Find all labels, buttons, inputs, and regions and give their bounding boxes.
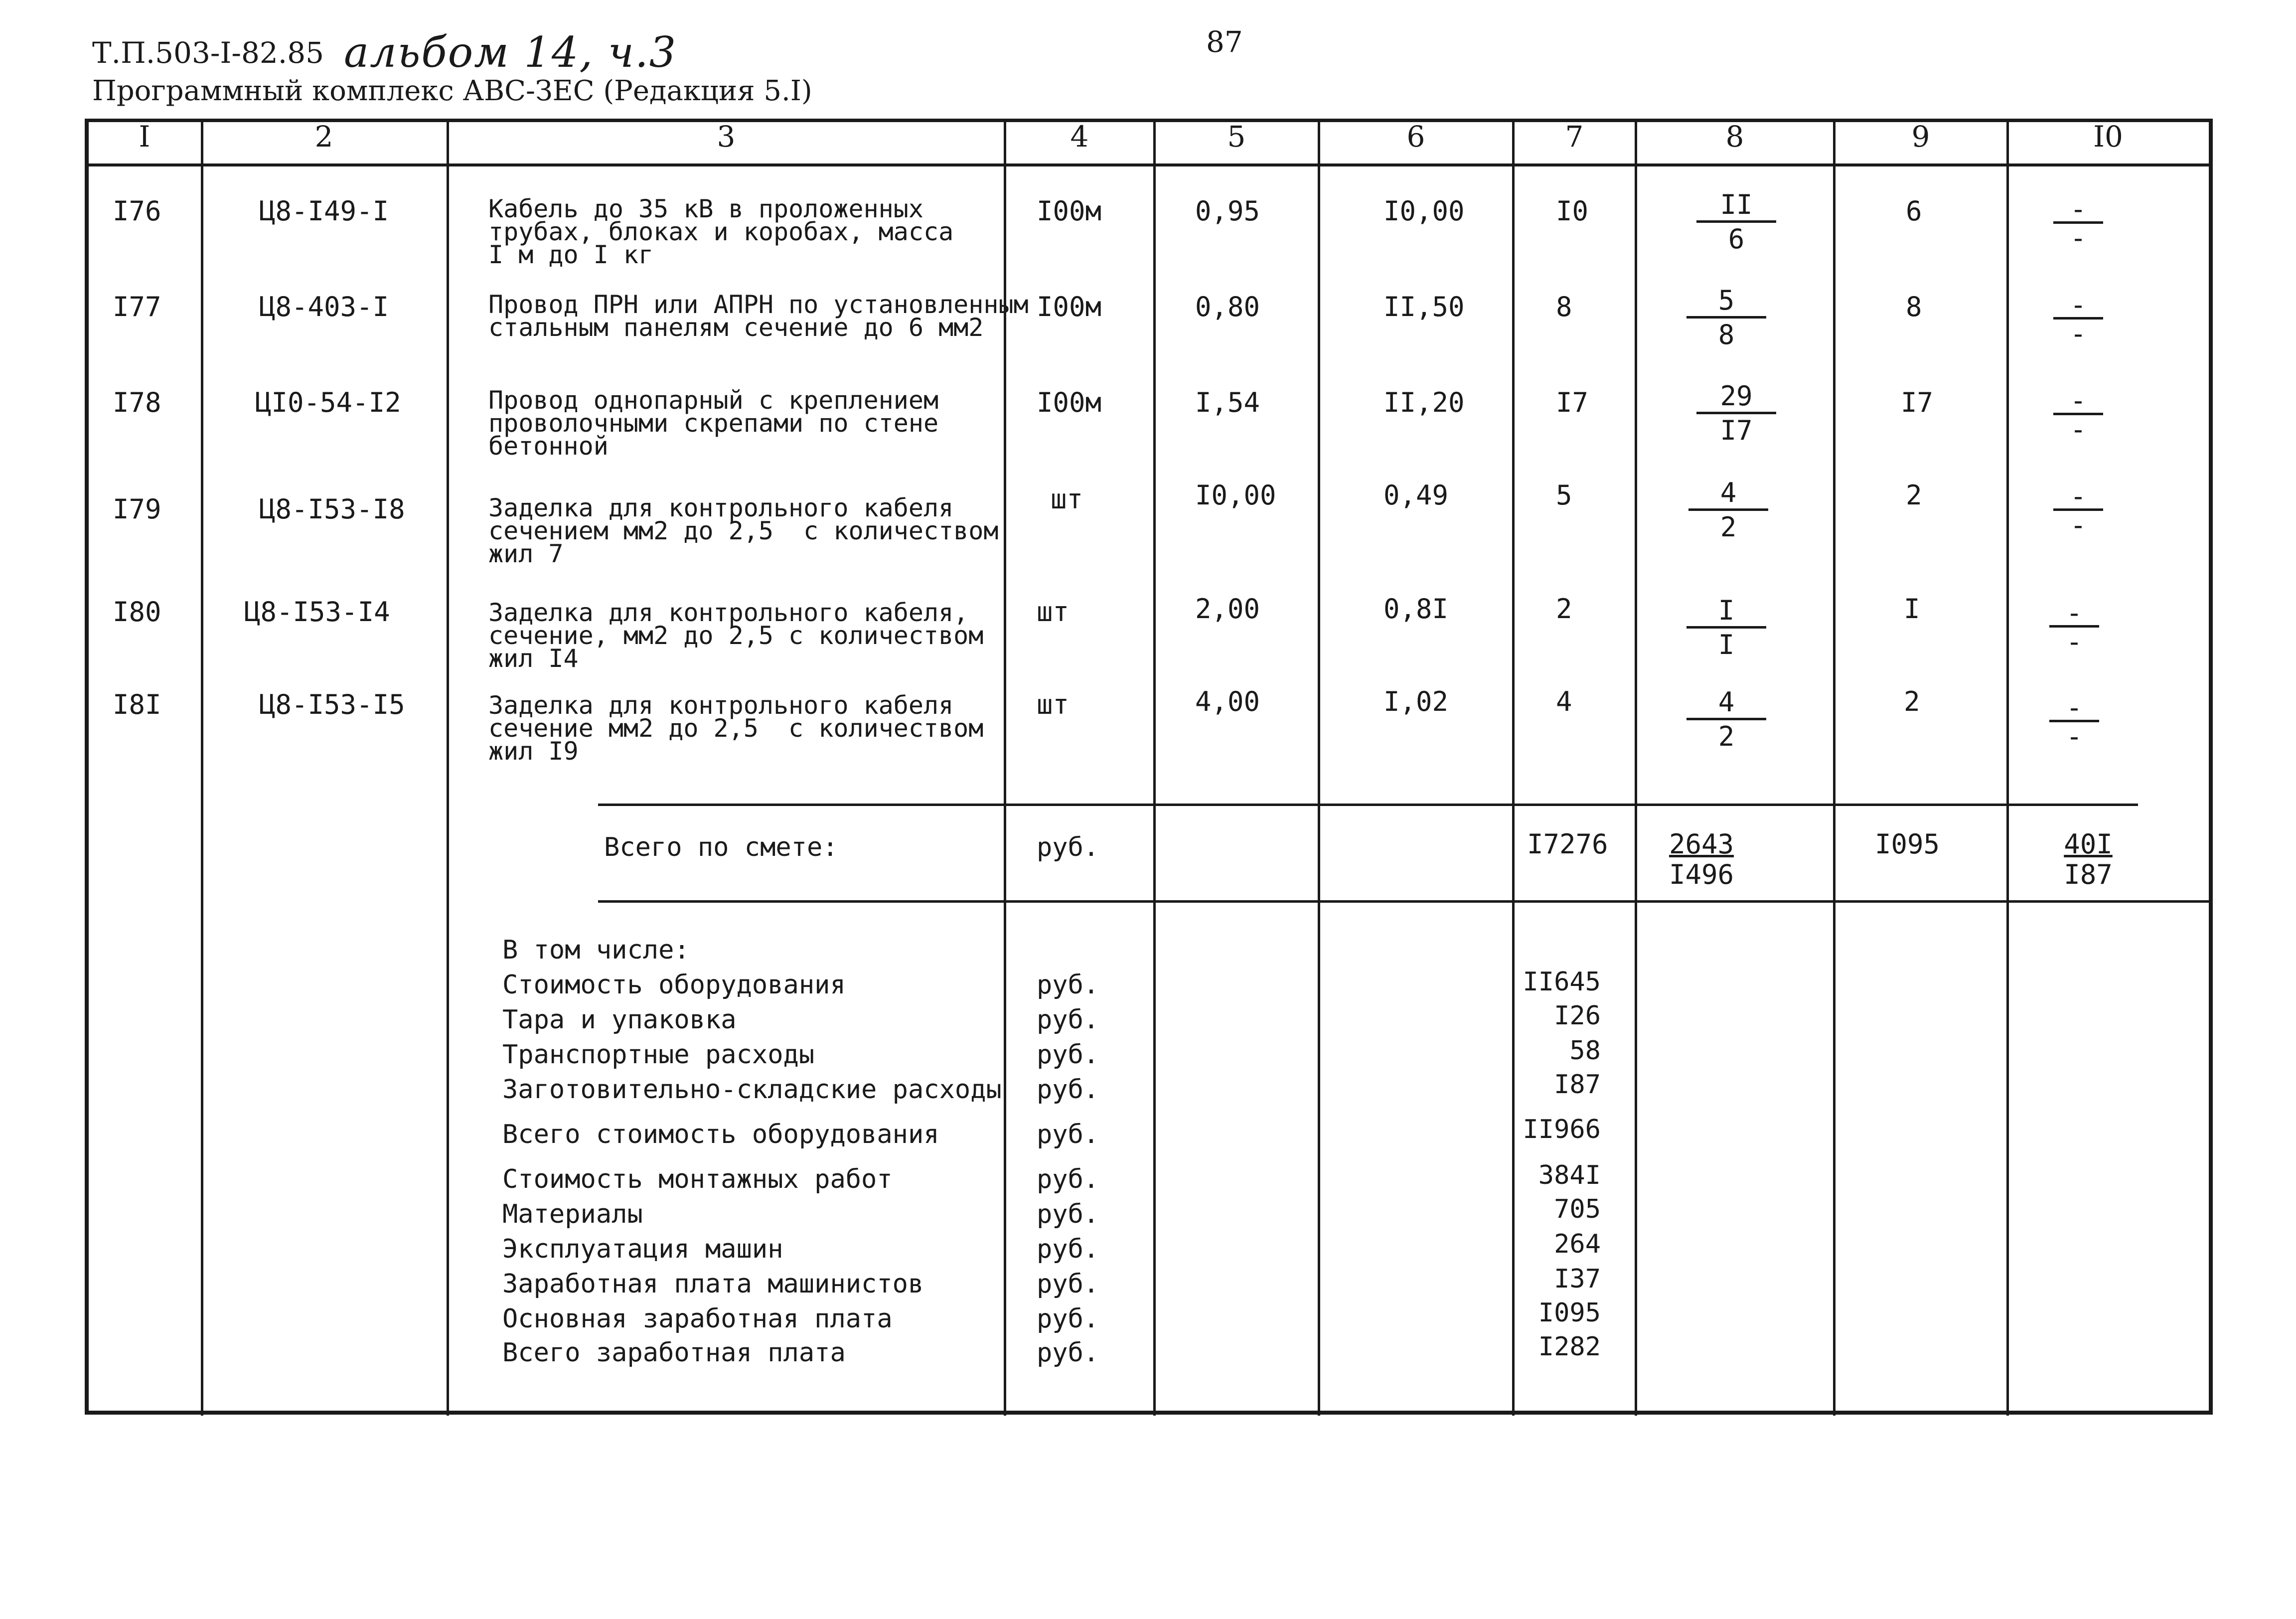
breakdown-label: Материалы: [502, 1199, 643, 1229]
breakdown-unit: руб.: [1037, 1234, 1099, 1264]
breakdown-value: II966: [1523, 1115, 1601, 1144]
row-col7: 4: [1556, 686, 1572, 717]
row-description: Заделка для контрольного кабеля сечение мм2 до 2,5 с количеством жил I9: [488, 691, 984, 766]
row-col10-fraction: - -: [2049, 698, 2099, 751]
row-col8-fraction: $\frac{4}{2}$: [1686, 687, 1766, 753]
row-col9: I7: [1901, 387, 1934, 418]
breakdown-value: 384I: [1538, 1160, 1601, 1190]
breakdown-label: Заработная плата машинистов: [502, 1269, 924, 1299]
row-col5: I,54: [1195, 387, 1260, 418]
row-col10-fraction: - -: [2053, 486, 2103, 540]
column-divider: [1512, 120, 1515, 1416]
row-code: Ц8-I53-I8: [259, 493, 405, 525]
row-col6: 0,49: [1383, 480, 1449, 511]
row-unit: шт: [1037, 596, 1070, 628]
row-col7: 2: [1556, 593, 1572, 625]
row-col10-fraction: - -: [2053, 199, 2103, 253]
row-col10-fraction: - -: [2053, 391, 2103, 444]
row-code: Ц8-I53-I4: [244, 596, 390, 628]
column-number: 9: [1911, 120, 1930, 154]
row-description: Провод ПРН или АПРН по установленным стальным панелям сечение до 6 мм2: [488, 290, 1029, 342]
total-col9: I095: [1875, 828, 1940, 860]
row-number: I79: [113, 493, 161, 525]
row-col5: 0,80: [1195, 291, 1260, 323]
row-col7: I0: [1556, 195, 1589, 227]
total-col7: I7276: [1527, 828, 1608, 860]
row-number: I80: [113, 596, 161, 628]
row-col5: I0,00: [1195, 480, 1276, 511]
breakdown-unit: руб.: [1037, 970, 1099, 1000]
breakdown-value: II645: [1523, 967, 1601, 997]
row-number: I8I: [113, 689, 161, 720]
row-unit: I00м: [1037, 387, 1102, 418]
total-bottom-rule: [598, 900, 2213, 903]
column-number: 3: [717, 120, 736, 154]
breakdown-unit: руб.: [1037, 1199, 1099, 1229]
breakdown-unit: руб.: [1037, 1120, 1099, 1149]
row-col9: 2: [1906, 480, 1922, 511]
document-code: Т.П.503-I-82.85: [92, 36, 324, 70]
breakdown-unit: руб.: [1037, 1304, 1099, 1334]
row-col7: 5: [1556, 480, 1572, 511]
row-col10-fraction: - -: [2049, 603, 2099, 656]
breakdown-value: I26: [1554, 1001, 1601, 1031]
row-unit: шт: [1051, 484, 1083, 515]
breakdown-value: 705: [1554, 1194, 1601, 1224]
total-label: Всего по смете:: [604, 832, 838, 862]
program-title: Программный комплекс АВС-ЗЕС (Редакция 5.I): [92, 75, 812, 107]
row-col8-fraction: $\frac{4}{2}$: [1688, 478, 1768, 544]
row-code: Ц8-I53-I5: [259, 689, 405, 720]
breakdown-label: Транспортные расходы: [502, 1040, 815, 1070]
row-col6: II,20: [1383, 387, 1465, 418]
breakdown-label: Тара и упаковка: [502, 1005, 737, 1035]
column-divider: [1318, 120, 1320, 1416]
breakdown-label: Стоимость оборудования: [502, 970, 846, 1000]
row-col9: I: [1904, 593, 1920, 625]
column-divider: [1153, 120, 1156, 1416]
breakdown-label: Всего стоимость оборудования: [502, 1120, 939, 1149]
row-col8-fraction: $\frac{II}{6}$: [1696, 189, 1776, 256]
column-number: 7: [1565, 120, 1584, 154]
breakdown-value: I87: [1554, 1070, 1601, 1100]
breakdown-value: 58: [1569, 1036, 1601, 1066]
column-number: I0: [2093, 120, 2123, 154]
breakdown-label: Стоимость монтажных работ: [502, 1164, 893, 1194]
total-col10-fraction: $\frac{40I}{I87}$: [2064, 828, 2113, 890]
column-divider: [1833, 120, 1836, 1416]
row-col8-fraction: $\frac{5}{8}$: [1686, 285, 1766, 351]
row-col6: 0,8I: [1383, 593, 1449, 625]
column-number: 4: [1070, 120, 1089, 154]
row-col9: 6: [1906, 195, 1922, 227]
breakdown-unit: руб.: [1037, 1269, 1099, 1299]
column-number: 8: [1725, 120, 1744, 154]
row-col9: 2: [1904, 686, 1920, 717]
breakdown-value: I095: [1538, 1298, 1601, 1328]
row-description: Заделка для контрольного кабеля сечением мм2 до 2,5 с количеством жил 7: [488, 493, 999, 568]
column-number: 2: [314, 120, 333, 154]
row-col10-fraction: - -: [2053, 295, 2103, 348]
row-unit: шт: [1037, 689, 1070, 720]
row-col7: 8: [1556, 291, 1572, 323]
row-col8-fraction: $\frac{I}{I}$: [1686, 595, 1766, 661]
breakdown-value: 264: [1554, 1229, 1601, 1259]
total-top-rule: [598, 804, 2138, 806]
column-number: I: [139, 120, 151, 154]
column-divider: [447, 120, 449, 1416]
breakdown-value: I37: [1554, 1264, 1601, 1294]
page-number: 87: [1206, 25, 1243, 59]
row-description: Заделка для контрольного кабеля, сечение, мм2 до 2,5 с количеством жил I4: [488, 598, 984, 673]
row-col9: 8: [1906, 291, 1922, 323]
breakdown-title: В том числе:: [502, 935, 690, 965]
header-rule: [85, 163, 2213, 166]
handwritten-note: альбом 14, ч.3: [344, 28, 677, 77]
estimate-table: [85, 119, 2213, 1415]
row-number: I77: [113, 291, 161, 323]
row-col5: 0,95: [1195, 195, 1260, 227]
breakdown-unit: руб.: [1037, 1338, 1099, 1368]
row-col6: II,50: [1383, 291, 1465, 323]
breakdown-value: I282: [1538, 1332, 1601, 1362]
total-unit: руб.: [1037, 832, 1099, 862]
row-number: I78: [113, 387, 161, 418]
breakdown-unit: руб.: [1037, 1164, 1099, 1194]
breakdown-unit: руб.: [1037, 1005, 1099, 1035]
column-divider: [1635, 120, 1637, 1416]
breakdown-label: Эксплуатация машин: [502, 1234, 783, 1264]
row-col8-fraction: $\frac{29}{I7}$: [1696, 381, 1776, 447]
row-col7: I7: [1556, 387, 1589, 418]
breakdown-label: Основная заработная плата: [502, 1304, 893, 1334]
breakdown-label: Всего заработная плата: [502, 1338, 846, 1368]
row-unit: I00м: [1037, 195, 1102, 227]
row-unit: I00м: [1037, 291, 1102, 323]
breakdown-label: Заготовительно-складские расходы: [502, 1075, 1002, 1105]
row-number: I76: [113, 195, 161, 227]
breakdown-unit: руб.: [1037, 1040, 1099, 1070]
row-description: Кабель до 35 кВ в проложенных трубах, блоках и коробах, масса I м до I кг: [488, 194, 954, 269]
row-code: Ц8-403-I: [259, 291, 389, 323]
row-col5: 4,00: [1195, 686, 1260, 717]
column-number: 6: [1406, 120, 1425, 154]
row-col6: I,02: [1383, 686, 1449, 717]
column-number: 5: [1227, 120, 1246, 154]
row-col5: 2,00: [1195, 593, 1260, 625]
row-col6: I0,00: [1383, 195, 1465, 227]
row-code: Ц8-I49-I: [259, 195, 389, 227]
row-code: ЦI0-54-I2: [255, 387, 401, 418]
total-col8-fraction: $\frac{2643}{I496}$: [1669, 828, 1734, 890]
column-divider: [201, 120, 203, 1416]
row-description: Провод однопарный с креплением проволочными скрепами по стене бетонной: [488, 386, 939, 461]
breakdown-unit: руб.: [1037, 1075, 1099, 1105]
column-divider: [2006, 120, 2009, 1416]
